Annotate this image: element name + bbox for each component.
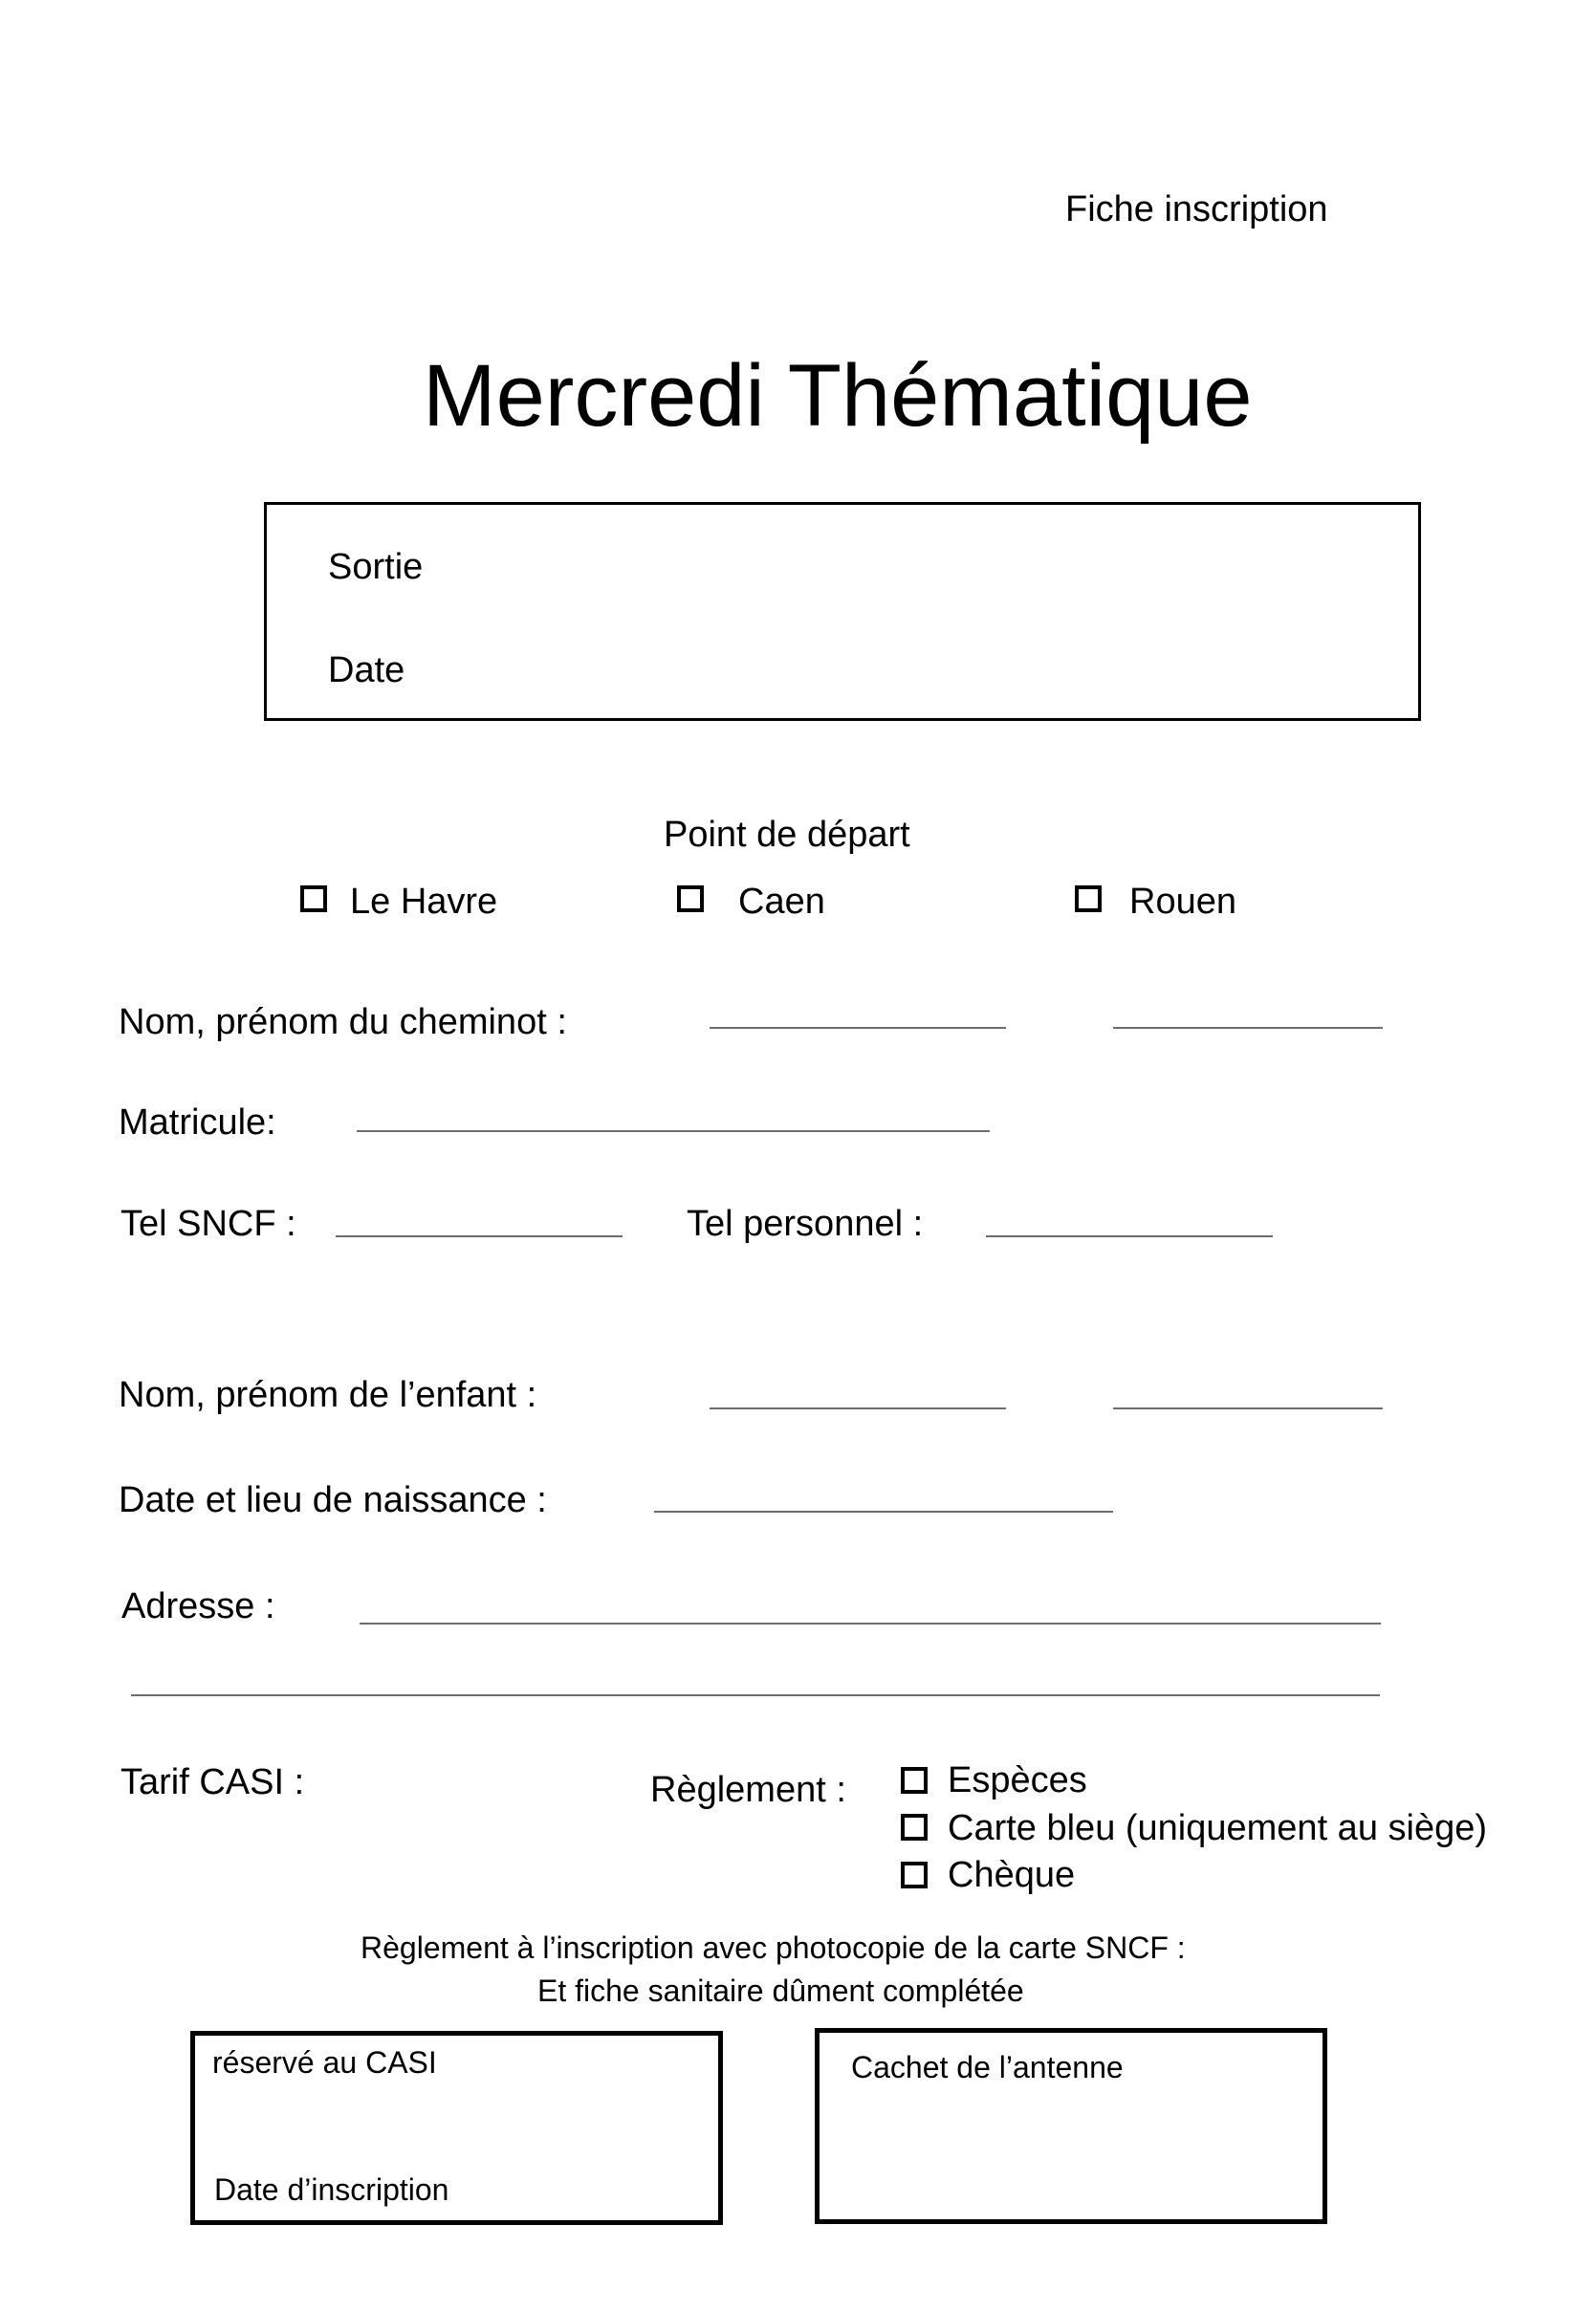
child-first-name-field[interactable] xyxy=(1113,1407,1383,1409)
form-type-label: Fiche inscription xyxy=(1065,189,1328,229)
employee-id-field[interactable] xyxy=(357,1130,990,1132)
birth-date-place-field[interactable] xyxy=(654,1511,1113,1513)
sortie-label: Sortie xyxy=(328,547,424,587)
departure-heading: Point de départ xyxy=(664,815,910,855)
option-le-havre-label: Le Havre xyxy=(350,882,498,922)
option-caen-label: Caen xyxy=(738,882,825,922)
phone-sncf-label: Tel SNCF : xyxy=(120,1204,296,1244)
railway-worker-name-label: Nom, prénom du cheminot : xyxy=(119,1002,567,1042)
tarif-casi-label: Tarif CASI : xyxy=(120,1762,305,1802)
checkbox-caen[interactable] xyxy=(677,885,704,912)
reserved-casi-title: réservé au CASI xyxy=(212,2045,437,2080)
phone-personal-label: Tel personnel : xyxy=(687,1204,924,1244)
railway-worker-first-name-field[interactable] xyxy=(1113,1027,1383,1029)
address-line-2-field[interactable] xyxy=(131,1694,1380,1696)
phone-sncf-field[interactable] xyxy=(336,1235,623,1237)
checkbox-especes[interactable] xyxy=(901,1767,928,1794)
child-name-label: Nom, prénom de l’enfant : xyxy=(119,1375,537,1415)
page-title: Mercredi Thématique xyxy=(423,347,1253,445)
antenna-stamp-box xyxy=(815,2028,1327,2224)
birth-date-place-label: Date et lieu de naissance : xyxy=(119,1480,547,1520)
date-label: Date xyxy=(328,650,405,690)
address-label: Adresse : xyxy=(121,1586,275,1626)
payment-carte-bleu-label: Carte bleu (uniquement au siège) xyxy=(948,1808,1488,1848)
reserved-casi-box xyxy=(190,2031,723,2225)
notice-line-2: Et fiche sanitaire dûment complétée xyxy=(537,1974,1024,2008)
checkbox-le-havre[interactable] xyxy=(300,885,327,912)
checkbox-rouen[interactable] xyxy=(1075,885,1102,912)
reglement-label: Règlement : xyxy=(650,1770,846,1810)
address-line-1-field[interactable] xyxy=(360,1623,1381,1625)
payment-cheque-label: Chèque xyxy=(948,1855,1076,1895)
antenna-stamp-title: Cachet de l’antenne xyxy=(851,2050,1124,2084)
phone-personal-field[interactable] xyxy=(986,1235,1273,1237)
option-rouen-label: Rouen xyxy=(1129,882,1236,922)
child-last-name-field[interactable] xyxy=(710,1407,1006,1409)
employee-id-label: Matricule: xyxy=(119,1102,276,1143)
checkbox-cheque[interactable] xyxy=(901,1862,928,1888)
payment-especes-label: Espèces xyxy=(948,1760,1087,1800)
outing-box xyxy=(264,502,1421,721)
railway-worker-last-name-field[interactable] xyxy=(710,1027,1006,1029)
registration-date-label: Date d’inscription xyxy=(214,2172,449,2207)
checkbox-carte-bleu[interactable] xyxy=(901,1814,928,1841)
notice-line-1: Règlement à l’inscription avec photocopie de la carte SNCF : xyxy=(361,1930,1186,1965)
